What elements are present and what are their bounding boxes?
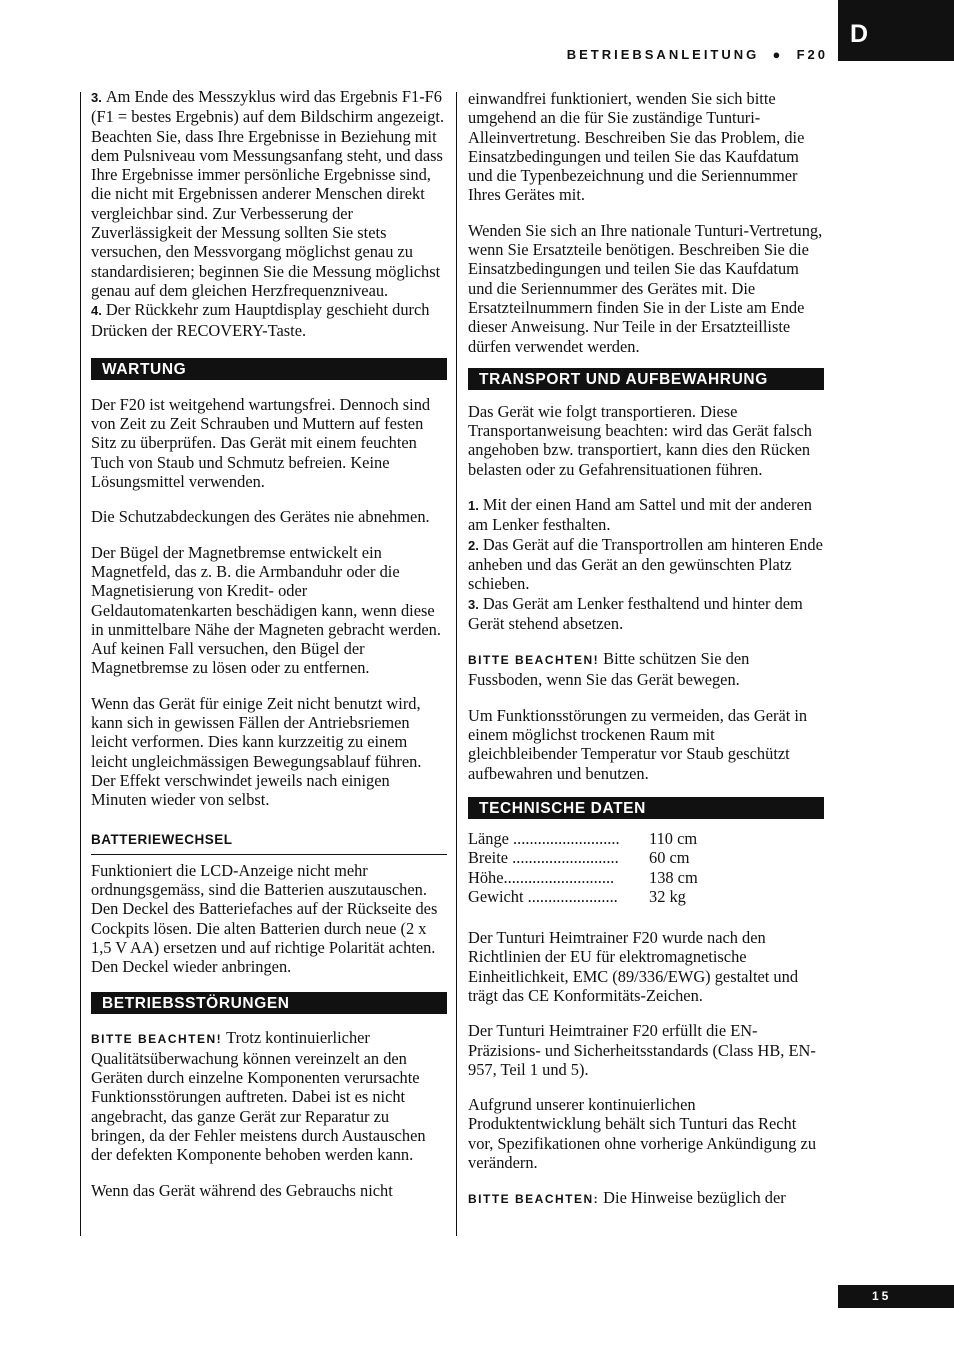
spec-label: Gewicht ...................... [468, 886, 618, 906]
step-3: 3. Am Ende des Messzyklus wird das Ergebnis F1-F6 (F1 = bestes Ergebnis) auf dem Bildschirm angezeigt. Beachten Sie, dass Ihre Ergebnisse in Beziehung mit dem Pulsniveau vom Messungsanfang steht, und dass Ihre Ergebnisse immer persönliche Ergebnisse sind, die nicht mit Ergebnissen anderer Menschen direkt vergleichbar sind. Zur Verbesserung der Zuverlässigkeit der Messung sollten Sie stets versuchen, den Messvorgang möglichst genau zu standardisieren; beginnen Sie die Messung möglichst genau auf dem gleichen Herzfrequenzniveau. [91, 87, 445, 300]
left-column-rule [80, 92, 81, 1236]
language-tab-label: D [850, 20, 869, 48]
section-heading-betriebsstoerungen: BETRIEBSSTÖRUNGEN [91, 992, 447, 1014]
section-heading-technische-daten: TECHNISCHE DATEN [468, 797, 824, 819]
section-heading-wartung: WARTUNG [91, 358, 447, 380]
paragraph: Um Funktionsstörungen zu vermeiden, das Gerät in einem möglichst trockenen Raum mit gleichbleibender Temperatur vor Staub geschützt aufbewahren und benutzen. [468, 705, 808, 783]
spec-value: 32 kg [649, 886, 686, 906]
note-paragraph: BITTE BEACHTEN! Trotz kontinuierlicher Qualitätsüberwachung können vereinzelt an den Geräten durch einzelne Komponenten verursachte Funktionsstörungen auftreten. Dabei ist es nicht angebracht, das ganze Gerät zur Reparatur zu bringen, da der Fehler meistens durch Austauschen der defekten Komponente behoben werden kann. [91, 1027, 426, 1165]
paragraph: Der F20 ist weitgehend wartungsfrei. Dennoch sind von Zeit zu Zeit Schrauben und Muttern auf festen Sitz zu überprüfen. Das Gerät mit einem feuchten Tuch von Staub und Schmutz befreien. Keine Lösungsmittel verwenden. [91, 394, 431, 492]
transport-step-2: 2. Das Gerät auf die Transportrollen am hinteren Ende anheben und das Gerät an den gewünschten Platz schieben. [468, 534, 823, 594]
spec-row [468, 829, 698, 848]
paragraph: Funktioniert die LCD-Anzeige nicht mehr ordnungsgemäss, sind die Batterien auszutauschen. Den Deckel des Batteriefaches auf der Rückseite des Cockpits lösen. Die alten Batterien durch neue (2 x 1,5 V AA) ersetzen und auf richtige Polarität achten. Den Deckel wieder anbringen. [91, 860, 438, 977]
paragraph: Der Bügel der Magnetbremse entwickelt ein Magnetfeld, das z. B. die Armbanduhr oder die Magnetisierung von Kredit- oder Geldautomatenkarten beschädigen kann, wenn diese in unmittelbare Nähe der Magneten gebracht werden. Auf keinen Fall versuchen, den Bügel der Magnetbremse zu lösen oder zu entfernen. [91, 542, 441, 678]
paragraph: Der Tunturi Heimtrainer F20 wurde nach den Richtlinien der EU für elektromagnetische Einheitlichkeit, EMC (89/336/EWG) gestaltet und trägt das CE Konformitäts-Zeichen. [468, 928, 799, 1005]
paragraph: einwandfrei funktioniert, wenden Sie sich bitte umgehend an die für Sie zuständige Tunturi-Alleinvertretung. Beschreiben Sie das Problem, die Einsatzbedingungen und teilen Sie das Kaufdatum und die Typenbezeichnung und die Seriennummer Ihres Gerätes mit. [468, 89, 805, 205]
note-label: BITTE BEACHTEN: [468, 1192, 600, 1207]
subheading-batteriewechsel: BATTERIEWECHSEL [91, 830, 447, 855]
right-column [468, 89, 824, 1210]
spec-value: 110 cm [649, 828, 698, 848]
step-4: 4. Der Rückkehr zum Hauptdisplay geschieht durch Drücken der RECOVERY-Taste. [91, 300, 430, 340]
spec-row [468, 887, 698, 906]
bullet: ● [772, 47, 784, 62]
step-number: 2. [468, 537, 479, 553]
page-number-box [838, 1285, 954, 1308]
left-column [91, 87, 447, 1200]
spec-label: Breite .......................... [468, 848, 619, 868]
paragraph: Das Gerät wie folgt transportieren. Diese Transportanweisung beachten: wird das Gerät falsch angehoben bzw. transportiert, kann dies den Rücken belasten oder zu Gefahrensituationen führen. [468, 401, 812, 479]
paragraph: Aufgrund unserer kontinuierlichen Produktentwicklung behält sich Tunturi das Recht vor, Spezifikationen ohne vorherige Ankündigung zu verändern. [468, 1095, 817, 1173]
transport-step-3: 3. Das Gerät am Lenker festhaltend und hinter dem Gerät stehend absetzen. [468, 593, 803, 633]
paragraph: Die Schutzabdeckungen des Gerätes nie abnehmen. [91, 507, 430, 527]
spec-table [468, 829, 698, 906]
middle-column-rule [456, 92, 457, 1236]
spec-row [468, 868, 698, 887]
running-header [567, 47, 828, 62]
paragraph: Wenden Sie sich an Ihre nationale Tunturi-Vertretung, wenn Sie Ersatzteile benötigen. Beschreiben Sie die Einsatzbedingungen und teilen Sie das Kaufdatum und die Seriennummer des Gerätes mit. Die Ersatzteilnummern finden Sie in der Liste am Ende dieser Anweisung. Nur Teile in der Ersatzteilliste dürfen verwendet werden. [468, 220, 823, 356]
section-heading-transport: TRANSPORT UND AUFBEWAHRUNG [468, 368, 824, 390]
note-paragraph: BITTE BEACHTEN: Die Hinweise bezüglich der [468, 1188, 786, 1208]
model-name: F20 [796, 47, 828, 62]
spec-label: Länge .......................... [468, 828, 620, 848]
paragraph: Wenn das Gerät während des Gebrauchs nicht [91, 1180, 393, 1200]
spec-label: Höhe........................... [468, 867, 615, 887]
spec-row [468, 848, 698, 867]
step-number: 1. [468, 498, 479, 514]
note-paragraph: BITTE BEACHTEN! Bitte schützen Sie den Fussboden, wenn Sie das Gerät bewegen. [468, 649, 750, 690]
note-label: BITTE BEACHTEN! [468, 653, 600, 668]
spec-value: 138 cm [649, 867, 698, 887]
spec-value: 60 cm [649, 848, 690, 868]
step-number: 3. [468, 596, 479, 612]
paragraph: Der Tunturi Heimtrainer F20 erfüllt die EN-Präzisions- und Sicherheitsstandards (Class HB, EN-957, Teil 1 und 5). [468, 1021, 816, 1079]
manual-title: BETRIEBSANLEITUNG [566, 47, 760, 62]
language-tab [838, 0, 954, 61]
step-number: 4. [91, 303, 102, 319]
page-number: 15 [872, 1289, 892, 1303]
paragraph: Wenn das Gerät für einige Zeit nicht benutzt wird, kann sich in gewissen Fällen der Antriebsriemen leicht verformen. Dies kann kurzzeitig zu einem leicht ungleichmässigen Bewegungsablauf führen. Der Effekt verschwindet jeweils nach einigen Minuten wieder von selbst. [91, 693, 422, 810]
note-label: BITTE BEACHTEN! [91, 1031, 223, 1046]
step-number: 3. [91, 90, 102, 105]
transport-step-1: 1. Mit der einen Hand am Sattel und mit der anderen am Lenker festhalten. [468, 495, 812, 535]
